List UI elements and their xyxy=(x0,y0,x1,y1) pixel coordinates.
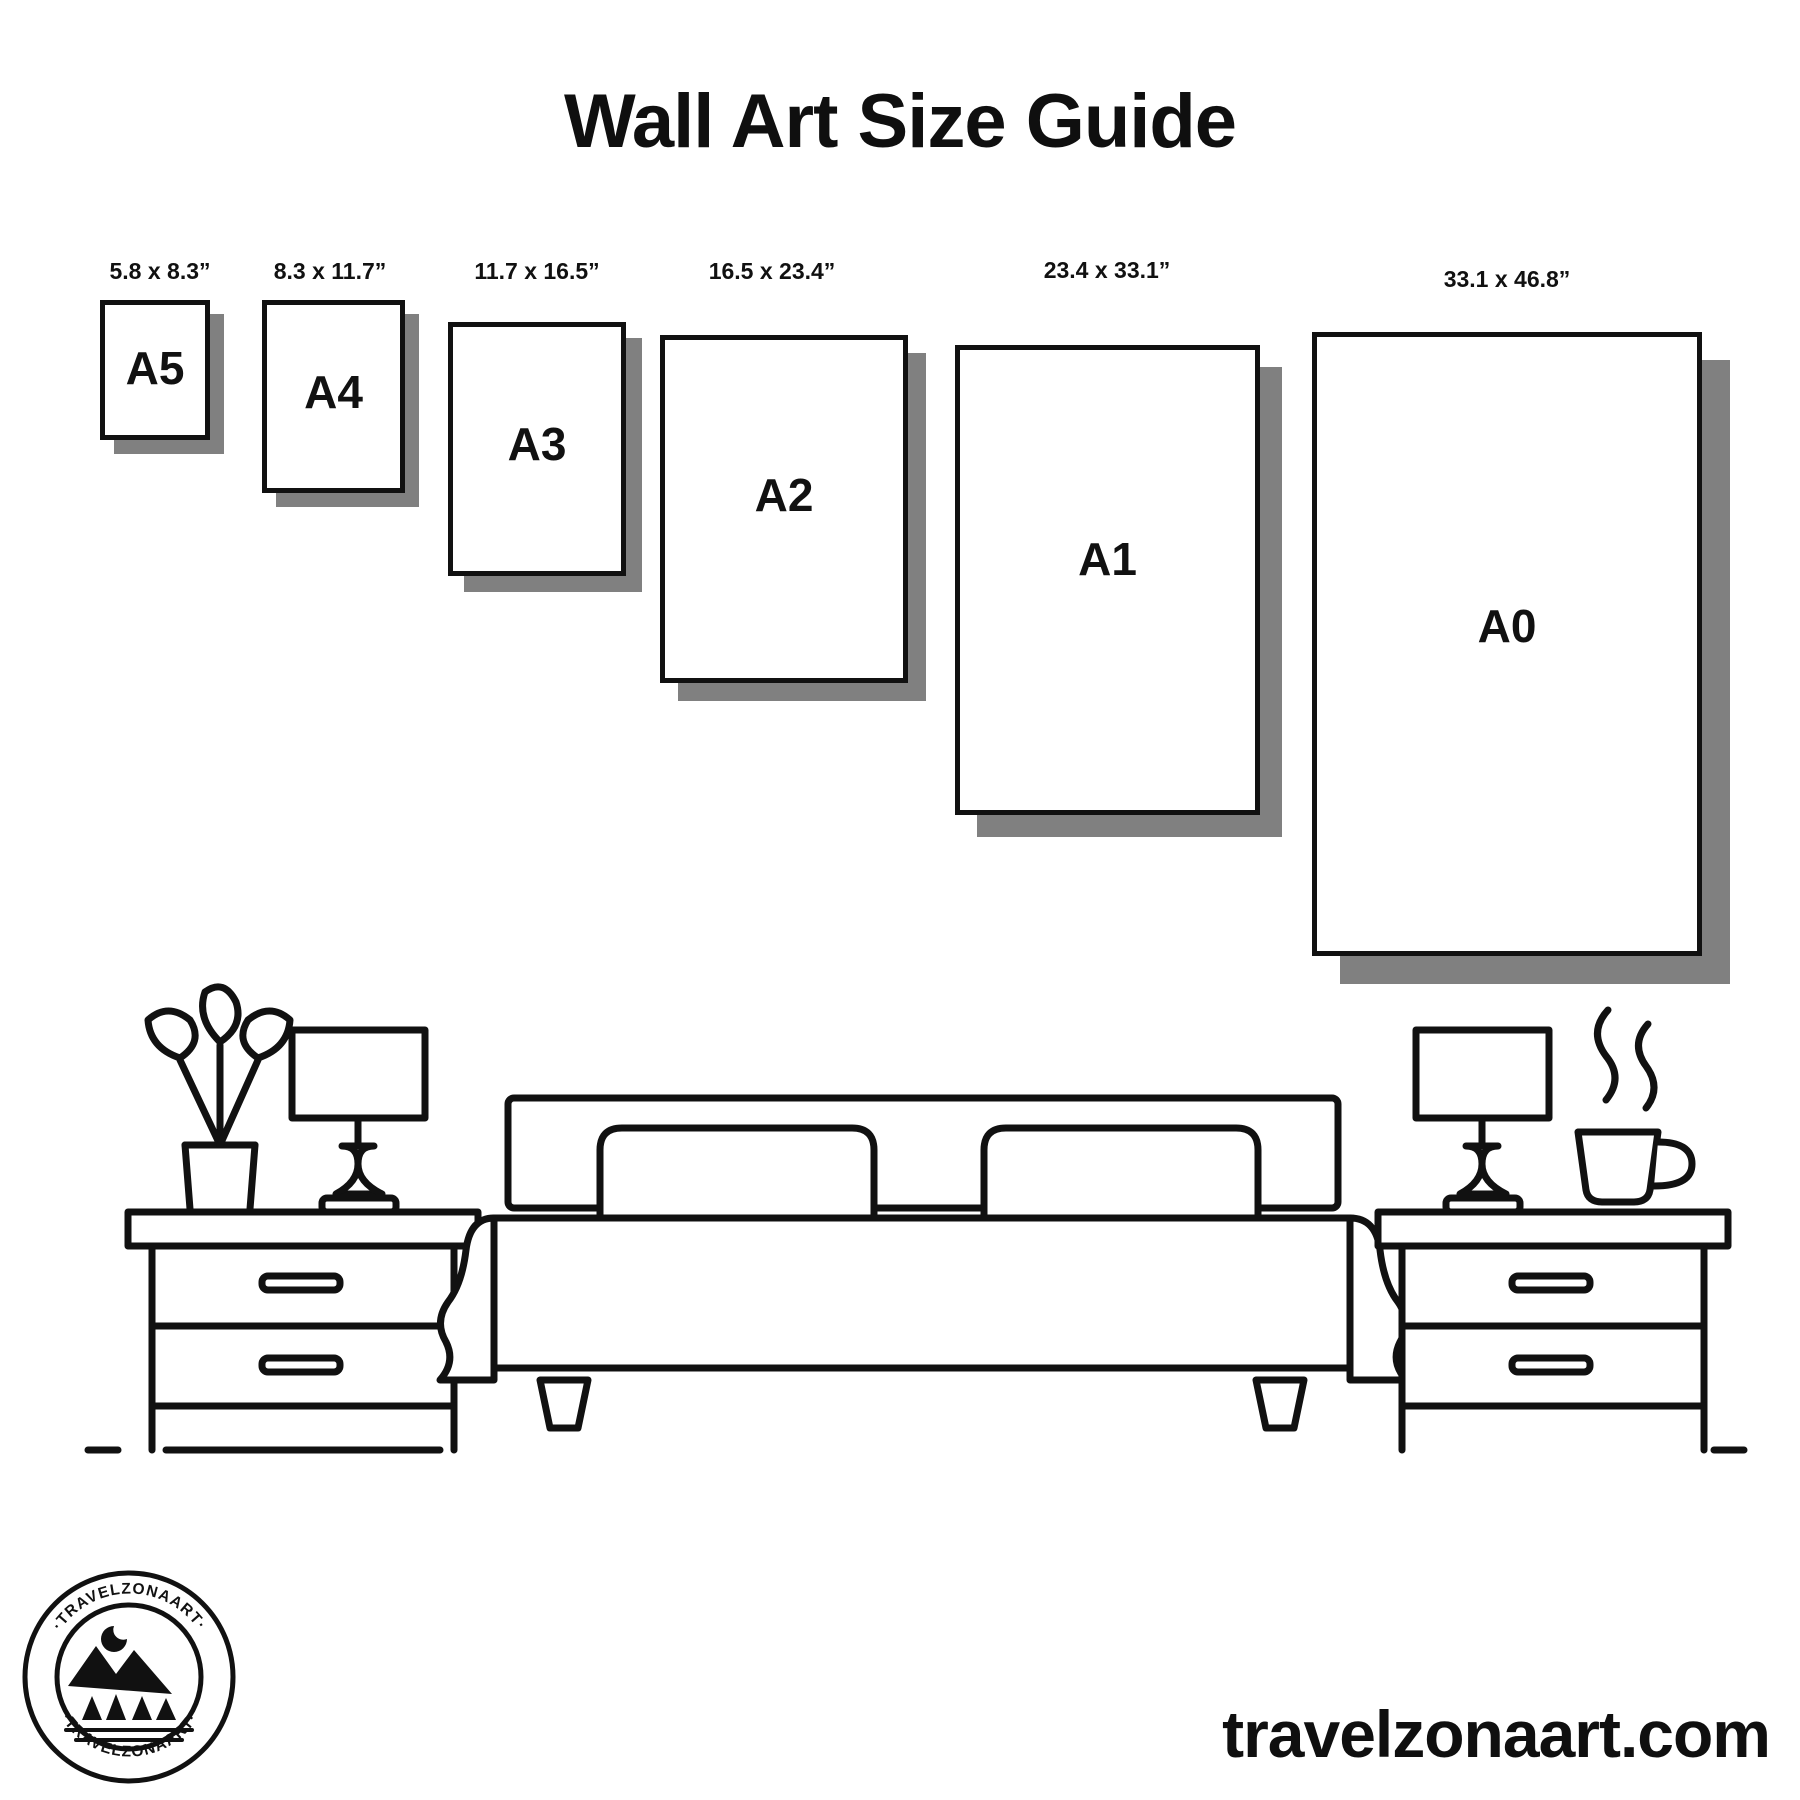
frame-group-a1 xyxy=(955,257,1285,825)
frame-label-a1: A1 xyxy=(1078,533,1137,585)
bedroom-scene xyxy=(0,950,1800,1510)
moon-icon xyxy=(101,1626,127,1652)
frame-dimensions-a0: 33.1 x 46.8” xyxy=(1443,266,1571,292)
frame-box-a2[interactable] xyxy=(660,335,908,683)
left-table-lamp xyxy=(292,1030,425,1212)
frame-dimensions-a3: 11.7 x 16.5” xyxy=(474,258,600,284)
logo-text-top: ·TRAVELZONAART· xyxy=(49,1580,210,1634)
right-nightstand xyxy=(1378,1212,1728,1450)
frame-box-a5[interactable] xyxy=(100,300,210,440)
frame-label-a5: A5 xyxy=(125,342,185,394)
tree-icon xyxy=(82,1694,176,1720)
frame-box-a4[interactable] xyxy=(262,300,405,493)
frame-dimensions-a5: 5.8 x 8.3” xyxy=(109,258,211,284)
frame-dimensions-a1: 23.4 x 33.1” xyxy=(1043,257,1171,283)
frame-group-a2 xyxy=(660,258,930,695)
frame-group-a0 xyxy=(1312,266,1742,992)
logo-text-bottom: ·TRAVELZONAART· xyxy=(57,1710,202,1761)
frame-box-a3[interactable] xyxy=(448,322,626,576)
frame-label-a2: A2 xyxy=(754,469,814,521)
frame-group-a4 xyxy=(262,258,422,530)
frame-box-a0[interactable] xyxy=(1312,332,1702,956)
svg-text:·TRAVELZONAART· xyxy=(58,1710,202,1760)
frame-dimensions-a4: 8.3 x 11.7” xyxy=(273,258,387,284)
mountain-icon xyxy=(68,1646,172,1694)
page-title: Wall Art Size Guide xyxy=(563,79,1237,164)
frame-group-a3 xyxy=(448,258,648,622)
coffee-cup xyxy=(1578,1010,1692,1202)
frame-label-a3: A3 xyxy=(507,418,567,470)
frame-dimensions-a2: 16.5 x 23.4” xyxy=(708,258,836,284)
right-table-lamp xyxy=(1416,1030,1549,1212)
frame-box-a1[interactable] xyxy=(955,345,1260,815)
brand-logo[interactable] xyxy=(22,1570,237,1785)
bed xyxy=(440,1098,1406,1428)
left-nightstand xyxy=(128,1212,478,1450)
website-url[interactable]: travelzonaart.com xyxy=(1222,1697,1770,1771)
frame-group-a5 xyxy=(100,258,220,480)
frame-label-a4: A4 xyxy=(304,366,363,418)
frame-label-a0: A0 xyxy=(1477,600,1537,652)
